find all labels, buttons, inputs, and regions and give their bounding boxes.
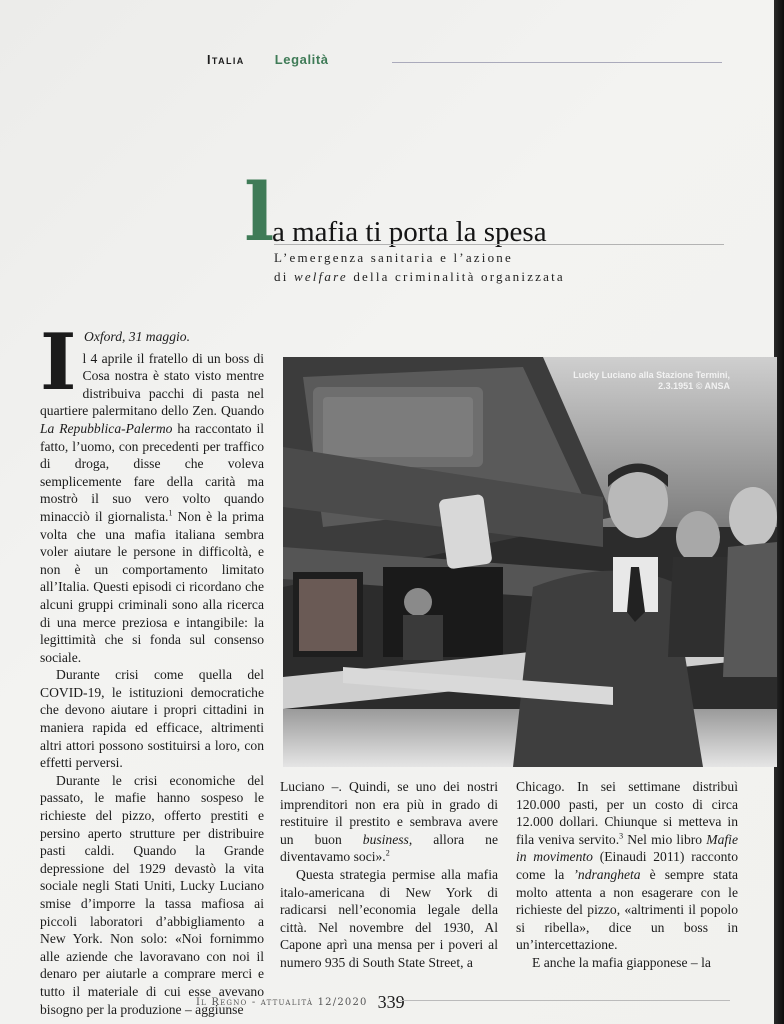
column-2-paragraph-1: Luciano –. Quindi, se uno dei nostri imprenditori non era più in grado di restituire il prestito e sembrava avere un buon business, allora ne diventavamo soci».$^2$ bbox=[280, 779, 498, 865]
page-footer bbox=[196, 992, 405, 1013]
paragraph-3: Durante le crisi economiche del passato, le mafie hanno sospeso le richieste del pizzo, offerto prestiti e persino aperto strutture per distribuire pasti caldi. Quando la Grande depressione del 1929 devastò la vita sociale negli Stati Uniti, Lucky Luciano smise d’imporre la tassa mafiosa ai piccoli laboratori d’abbigliamento a New York. Non solo: «Noi fornimmo alle aziende che lavoravano con noi il denaro per aiutarle a comprare merci e tutto il materiale di cui esse avevano bisogno per la produzione – aggiunse bbox=[40, 772, 264, 1017]
column-3-paragraph-1: Chicago. In sei settimane distribuì 120.000 pasti, per un costo di circa 12.000 dollari. Chiunque si metteva in fila veniva servito.$^3$ Nel mio libro Mafie in movimento (Einaudi 2011) racconto come la ’ndrangheta è sempre stata molto attenta a non esagerare con le richieste del pizzo, «altrimenti il popolo si ribella», dice un boss in un’intercettazione. bbox=[516, 779, 739, 953]
topic-label: Legalità bbox=[274, 52, 329, 67]
footnote-ref-1: 1 bbox=[168, 508, 173, 518]
article-column-1 bbox=[40, 317, 265, 1018]
article-column-3 bbox=[516, 778, 738, 972]
drop-cap: I bbox=[40, 317, 77, 408]
section-label: Italia bbox=[207, 52, 245, 67]
column-2-paragraph-2: Questa strategia permise alla mafia italo-americana di New York di radicarsi nell’economia legale della città. Nel novembre del 1930, Al Capone aprì una mensa per i poveri al numero 935 di South State Street, a bbox=[280, 866, 498, 970]
article-subtitle bbox=[274, 248, 565, 286]
footer-rule bbox=[400, 1000, 730, 1001]
photo-illustration bbox=[283, 357, 777, 767]
paragraph-2: Durante crisi come quella del COVID-19, le istituzioni democratiche che devono aiutare i propri cittadini in maniera rapida ed efficace, altrimenti altri attori possono sostituirsi a loro, con effetti perversi. bbox=[40, 667, 264, 771]
photo-caption: Lucky Luciano alla Stazione Termini, 2.3.1951 © ANSA bbox=[573, 370, 730, 391]
dateline: Oxford, 31 maggio. bbox=[84, 329, 190, 344]
photo-lucky-luciano bbox=[283, 357, 777, 767]
footer-magazine: Il Regno - attualità 12/2020 bbox=[196, 997, 368, 1008]
footnote-ref-3: 3 bbox=[619, 831, 624, 841]
article-column-2 bbox=[280, 778, 498, 972]
subtitle-line-2: di welfare della criminalità organizzata bbox=[274, 269, 565, 284]
title-text: a mafia ti porta la spesa bbox=[272, 216, 547, 248]
column-3-paragraph-2: E anche la mafia giapponese – la bbox=[532, 954, 711, 970]
title-initial: l bbox=[244, 165, 275, 259]
section-header bbox=[207, 52, 329, 67]
page-number: 339 bbox=[377, 992, 405, 1012]
footnote-ref-2: 2 bbox=[385, 848, 390, 858]
subtitle-line-1: L’emergenza sanitaria e l’azione bbox=[274, 250, 513, 265]
paragraph-1: l 4 aprile il fratello di un boss di Cosa nostra è stato visto mentre distribuiva pacchi di pasta nel quartiere palermitano dello Zen. Quando La Repubblica-Palermo ha raccontato il fatto, l’uomo, con precedenti per traffico di droga, disse che voleva semplicemente fare della carità ma mostrò il suo vero volto quando minacciò il giornalista.$^1$ Non è la prima volta che una mafia italiana sembra voler aiutare le persone in difficoltà, e non è un comportamento limitato all’Italia. Questi episodi ci ricordano che alcuni gruppi criminali sono alla ricerca di una merce preziosa e intangibile: la legittimità che si fonda sul consenso sociale. bbox=[40, 350, 265, 665]
header-rule bbox=[392, 62, 722, 63]
title-rule bbox=[274, 244, 724, 245]
